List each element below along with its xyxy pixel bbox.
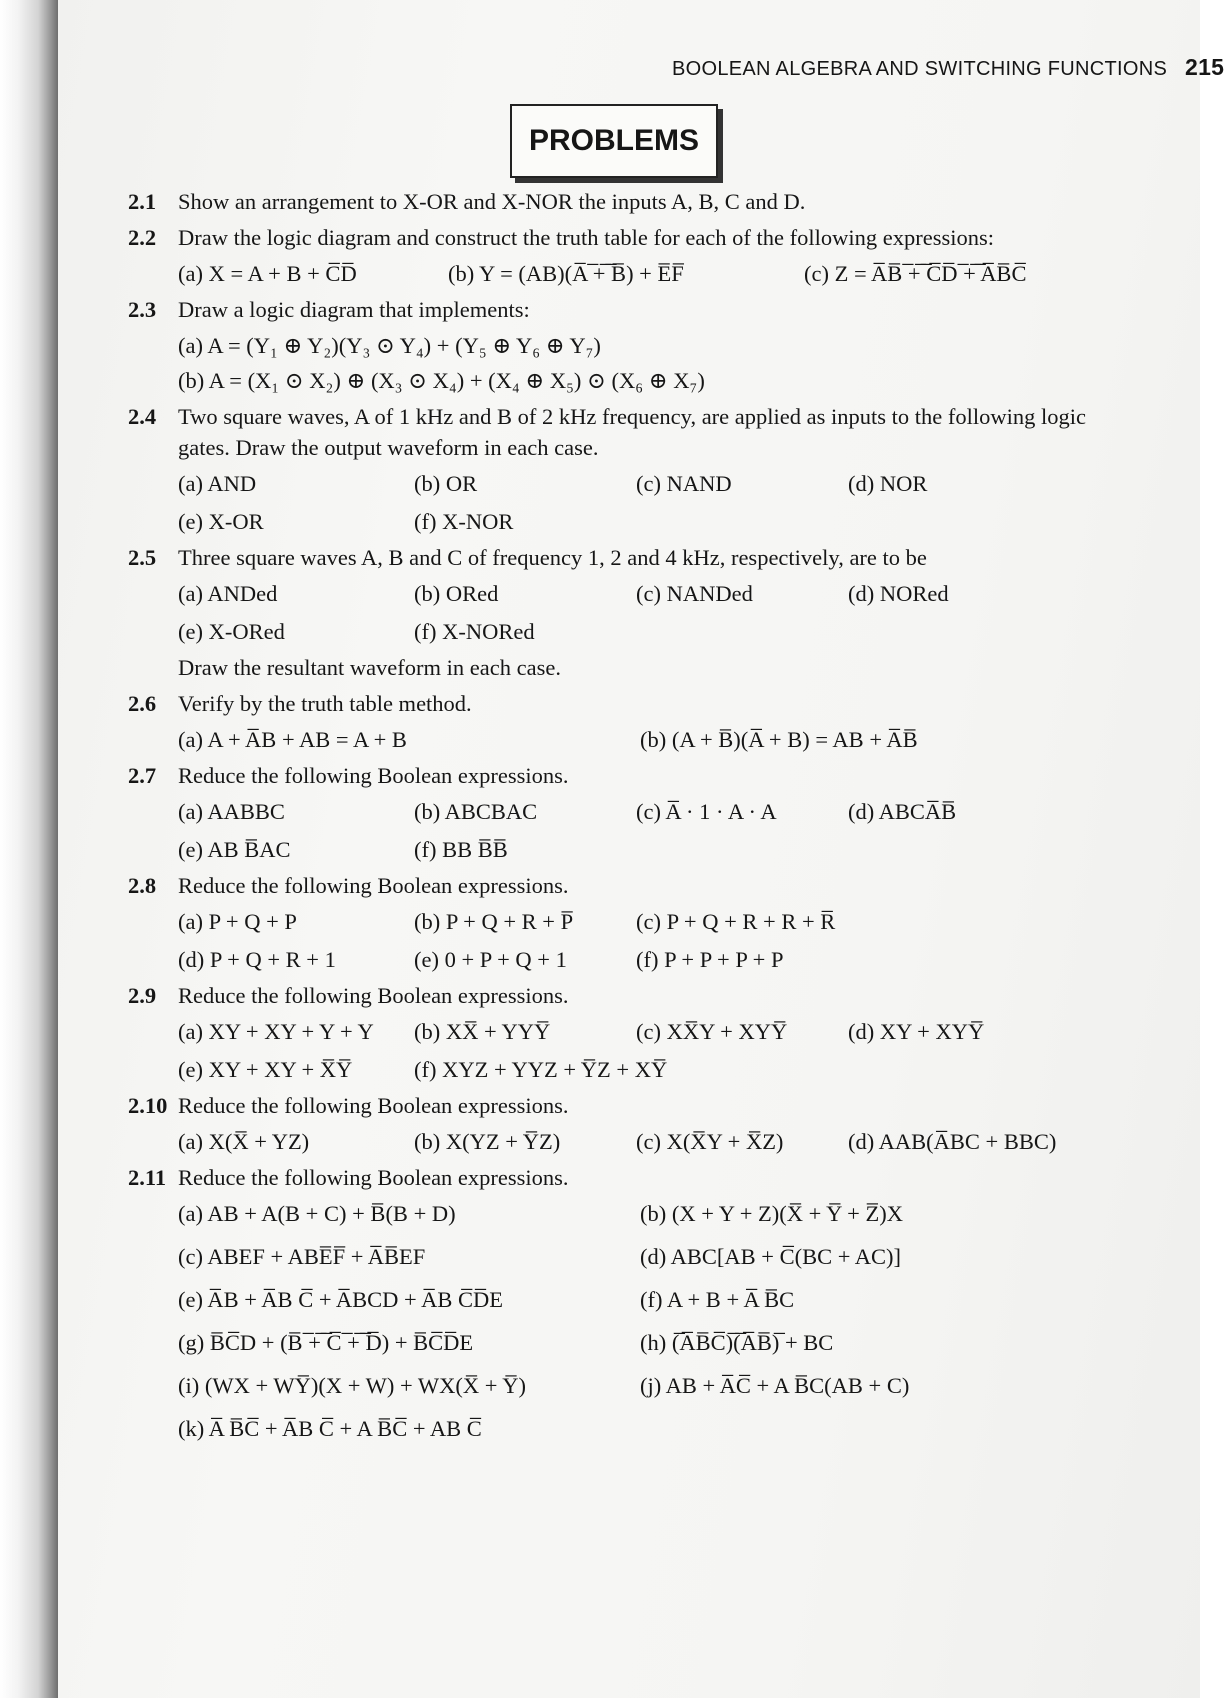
problem-text: Reduce the following Boolean expressions.	[178, 873, 569, 898]
part-e: (e) 0 + P + Q + 1	[414, 947, 567, 972]
problem-2-1	[128, 186, 1128, 217]
part-c: (c) Z = A̅B̅ ̅+̅ ̅C̅D̅ ̅+̅ ̅A̅B̅C̅	[804, 261, 1027, 286]
part-c: (c) XX̅Y + XYY̅	[636, 1019, 788, 1044]
problem-statement	[128, 294, 1128, 325]
problem-text: Reduce the following Boolean expressions.	[178, 983, 569, 1008]
part-d: (d) XY + XYY̅	[848, 1019, 985, 1044]
problem-number: 2.5	[128, 545, 157, 570]
problem-text: Reduce the following Boolean expressions.	[178, 1093, 569, 1118]
part-b: (b) Y = (AB)(A̅ ̅+̅ ̅B̅) + E̅F̅	[448, 261, 684, 286]
problem-text: Reduce the following Boolean expressions.	[178, 1165, 569, 1190]
part-k: (k) A̅ B̅C̅ + A̅B C̅ + A B̅C̅ + AB C̅	[178, 1416, 482, 1441]
problem-parts	[128, 330, 1128, 396]
part-d: (d) ABC[AB + C̅(BC + AC)]	[640, 1244, 902, 1269]
problem-2-4	[128, 401, 1128, 537]
running-header	[672, 54, 1224, 81]
part-a: (a) ANDed	[178, 581, 278, 606]
part-f: (f) A + B + A̅ B̅C	[640, 1287, 795, 1312]
problem-parts	[128, 1016, 1128, 1085]
problem-2-9	[128, 980, 1128, 1085]
problem-statement	[128, 1162, 1128, 1193]
problem-followup: Draw the resultant waveform in each case.	[178, 655, 561, 680]
part-e: (e) AB B̅AC	[178, 837, 291, 862]
problem-2-2	[128, 222, 1128, 289]
part-a: (a) AND	[178, 471, 257, 496]
book-spine-shadow	[0, 0, 58, 1698]
problem-2-7	[128, 760, 1128, 865]
problem-statement	[128, 1090, 1128, 1121]
problem-number: 2.6	[128, 691, 157, 716]
problem-statement	[128, 542, 1128, 573]
problem-list	[128, 186, 1128, 1449]
part-empty	[848, 906, 1128, 937]
part-a: (a) A = (Y₁ ⊕ Y₂)(Y₃ ⊙ Y₄) + (Y₅ ⊕ Y₆ ⊕ Y₇)	[178, 333, 601, 358]
part-a: (a) P + Q + P	[178, 909, 297, 934]
part-b: (b) OR	[414, 471, 478, 496]
problem-parts	[128, 1198, 1128, 1444]
part-d: (d) ABCA̅B̅	[848, 799, 957, 824]
part-c: (c) ABEF + ABE̅F̅ + A̅B̅EF	[178, 1244, 426, 1269]
problem-statement	[128, 186, 1128, 217]
part-f: (f) P + P + P + P	[636, 947, 784, 972]
problem-text: Draw the logic diagram and construct the truth table for each of the following expressions:	[178, 225, 994, 250]
part-h: (h) (̅A̅B̅C̅)̅(̅A̅B̅)̅ + BC	[640, 1330, 834, 1355]
problem-parts	[128, 468, 1128, 537]
part-c: (c) X(X̅Y + X̅Z)	[636, 1129, 784, 1154]
problem-2-6	[128, 688, 1128, 755]
problem-text: Three square waves A, B and C of frequency 1, 2 and 4 kHz, respectively, are to be	[178, 545, 927, 570]
problem-text: Two square waves, A of 1 kHz and B of 2 kHz frequency, are applied as inputs to the following logic gates. Draw the output waveform in each case.	[178, 404, 1086, 460]
part-f: (f) X-NOR	[414, 509, 514, 534]
problem-statement	[128, 870, 1128, 901]
part-b: (b) P + Q + R + P̅	[414, 909, 574, 934]
problem-statement	[128, 401, 1128, 463]
problem-number: 2.10	[128, 1093, 168, 1118]
part-a: (a) X(X̅ + YZ)	[178, 1129, 310, 1154]
part-a: (a) AABBC	[178, 799, 285, 824]
problem-parts	[128, 796, 1128, 865]
problem-2-3	[128, 294, 1128, 396]
problem-parts	[128, 578, 1128, 647]
part-e: (e) XY + XY + X̅Y̅	[178, 1057, 353, 1082]
part-e: (e) A̅B + A̅B C̅ + A̅BCD + A̅B C̅D̅E	[178, 1287, 503, 1312]
part-b: (b) A = (X₁ ⊙ X₂) ⊕ (X₃ ⊙ X₄) + (X₄ ⊕ X₅) ⊙ (X₆ ⊕ X₇)	[178, 368, 705, 393]
problem-number: 2.3	[128, 297, 157, 322]
problem-text: Show an arrangement to X-OR and X-NOR the inputs A, B, C and D.	[178, 189, 806, 214]
problem-text: Verify by the truth table method.	[178, 691, 472, 716]
part-f: (f) BB B̅B̅	[414, 837, 508, 862]
part-b: (b) X(YZ + Y̅Z)	[414, 1129, 561, 1154]
page-number: 215	[1184, 54, 1224, 80]
part-g: (g) B̅C̅D + (B̅ ̅+̅ ̅C̅ ̅+̅ ̅D̅) + B̅C̅D̅E	[178, 1330, 474, 1355]
problem-text: Reduce the following Boolean expressions.	[178, 763, 569, 788]
part-c: (c) A̅ · 1 · A · A	[636, 799, 777, 824]
problem-statement	[128, 222, 1128, 253]
part-a: (a) X = A + B + C̅D̅	[178, 261, 357, 286]
part-a: (a) A + A̅B + AB = A + B	[178, 727, 407, 752]
part-e: (e) X-ORed	[178, 619, 285, 644]
part-d: (d) AAB(A̅BC + BBC)	[848, 1129, 1057, 1154]
part-j: (j) AB + A̅C̅ + A B̅C(AB + C)	[640, 1373, 910, 1398]
problem-number: 2.2	[128, 225, 157, 250]
part-b: (b) XX̅ + YYY̅	[414, 1019, 551, 1044]
problem-parts	[128, 906, 1128, 975]
part-d: (d) P + Q + R + 1	[178, 947, 336, 972]
problem-2-5	[128, 542, 1128, 683]
part-f: (f) X-NORed	[414, 619, 535, 644]
problem-statement	[128, 980, 1128, 1011]
problem-number: 2.7	[128, 763, 157, 788]
problems-heading-box	[510, 104, 718, 178]
problem-statement	[128, 760, 1128, 791]
part-a: (a) XY + XY + Y + Y	[178, 1019, 374, 1044]
problem-parts	[128, 258, 1128, 289]
part-e: (e) X-OR	[178, 509, 264, 534]
part-b: (b) ORed	[414, 581, 499, 606]
part-b: (b) (A + B̅)(A̅ + B) = AB + A̅B̅	[640, 727, 918, 752]
part-f: (f) XYZ + YYZ + Y̅Z + XY̅	[414, 1057, 668, 1082]
part-c: (c) NAND	[636, 471, 732, 496]
part-b: (b) (X + Y + Z)(X̅ + Y̅ + Z̅)X	[640, 1201, 903, 1226]
part-b: (b) ABCBAC	[414, 799, 538, 824]
problem-number: 2.8	[128, 873, 157, 898]
problem-statement	[128, 688, 1128, 719]
part-c: (c) NANDed	[636, 581, 753, 606]
part-i: (i) (WX + WY̅)(X + W) + WX(X̅ + Y̅)	[178, 1373, 526, 1398]
problem-2-8	[128, 870, 1128, 975]
problem-2-10	[128, 1090, 1128, 1157]
running-title: BOOLEAN ALGEBRA AND SWITCHING FUNCTIONS	[672, 58, 1168, 80]
problem-number: 2.9	[128, 983, 157, 1008]
problem-parts	[128, 1126, 1128, 1157]
problems-heading: PROBLEMS	[528, 124, 699, 157]
problem-number: 2.11	[128, 1165, 167, 1190]
problem-number: 2.1	[128, 189, 157, 214]
problem-number: 2.4	[128, 404, 157, 429]
problem-parts	[128, 724, 1128, 755]
part-c: (c) P + Q + R + R + R̅	[636, 909, 836, 934]
part-d: (d) NOR	[848, 471, 928, 496]
problem-text: Draw a logic diagram that implements:	[178, 297, 530, 322]
part-a: (a) AB + A(B + C) + B̅(B + D)	[178, 1201, 456, 1226]
part-d: (d) NORed	[848, 581, 949, 606]
problem-2-11	[128, 1162, 1128, 1444]
